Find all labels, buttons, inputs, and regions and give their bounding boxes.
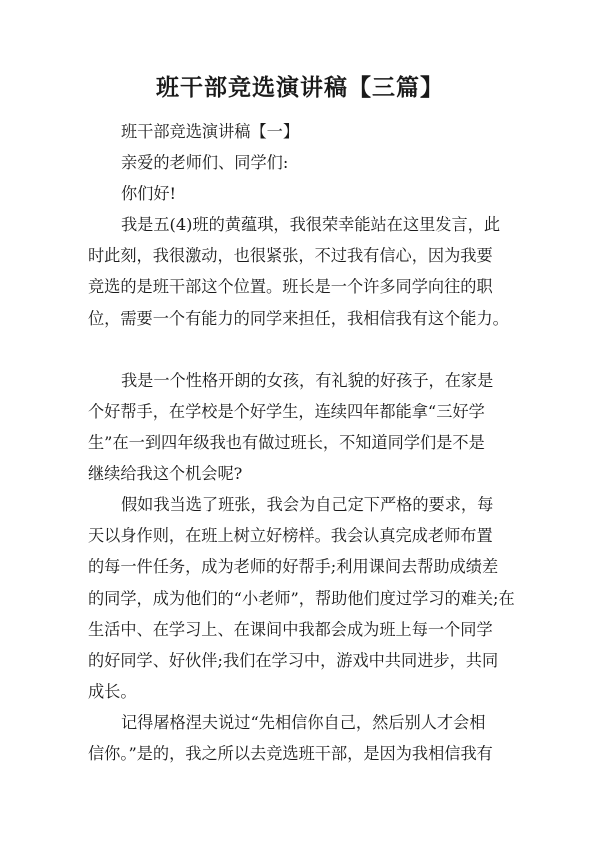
- section-heading-one: 班干部竞选演讲稿【一】: [121, 122, 300, 141]
- greeting-line: 亲爱的老师们、同学们:: [121, 153, 289, 172]
- paragraph-line: 继续给我这个机会呢?: [88, 464, 243, 483]
- paragraph-line: 的同学，成为他们的“小老师”，帮助他们度过学习的难关;在: [88, 589, 515, 608]
- paragraph-line: 信你。”是的，我之所以去竞选班干部，是因为我相信我有: [88, 744, 493, 763]
- paragraph-line: 我是五(4)班的黄蕴琪，我很荣幸能站在这里发言，此: [121, 215, 501, 234]
- paragraph-line: 我是一个性格开朗的女孩，有礼貌的好孩子，在家是: [121, 371, 494, 390]
- paragraph-line: 的好同学、好伙伴;我们在学习中，游戏中共同进步，共同: [88, 651, 499, 670]
- paragraph-line: 生”在一到四年级我也有做过班长，不知道同学们是不是: [88, 433, 485, 452]
- paragraph-line: 时此刻，我很激动，也很紧张，不过我有信心，因为我要: [88, 246, 493, 265]
- salutation-line: 你们好!: [121, 184, 177, 203]
- document-title: 班干部竞选演讲稿【三篇】: [156, 74, 444, 101]
- paragraph-line: 个好帮手，在学校是个好学生，连续四年都能拿“三好学: [88, 402, 485, 421]
- paragraph-line: 生活中、在学习上、在课间中我都会成为班上每一个同学: [88, 620, 493, 639]
- paragraph-line: 记得屠格涅夫说过“先相信你自己，然后别人才会相: [121, 713, 486, 732]
- paragraph-line: 天以身作则，在班上树立好榜样。我会认真完成老师布置: [88, 526, 493, 545]
- paragraph-line: 假如我当选了班张，我会为自己定下严格的要求，每: [121, 495, 494, 514]
- paragraph-line: 的每一件任务，成为老师的好帮手;利用课间去帮助成绩差: [88, 557, 499, 576]
- paragraph-line: 位，需要一个有能力的同学来担任，我相信我有这个能力。: [88, 309, 509, 328]
- paragraph-line: 竞选的是班干部这个位置。班长是一个许多同学向往的职: [88, 277, 493, 296]
- paragraph-line: 成长。: [88, 682, 137, 701]
